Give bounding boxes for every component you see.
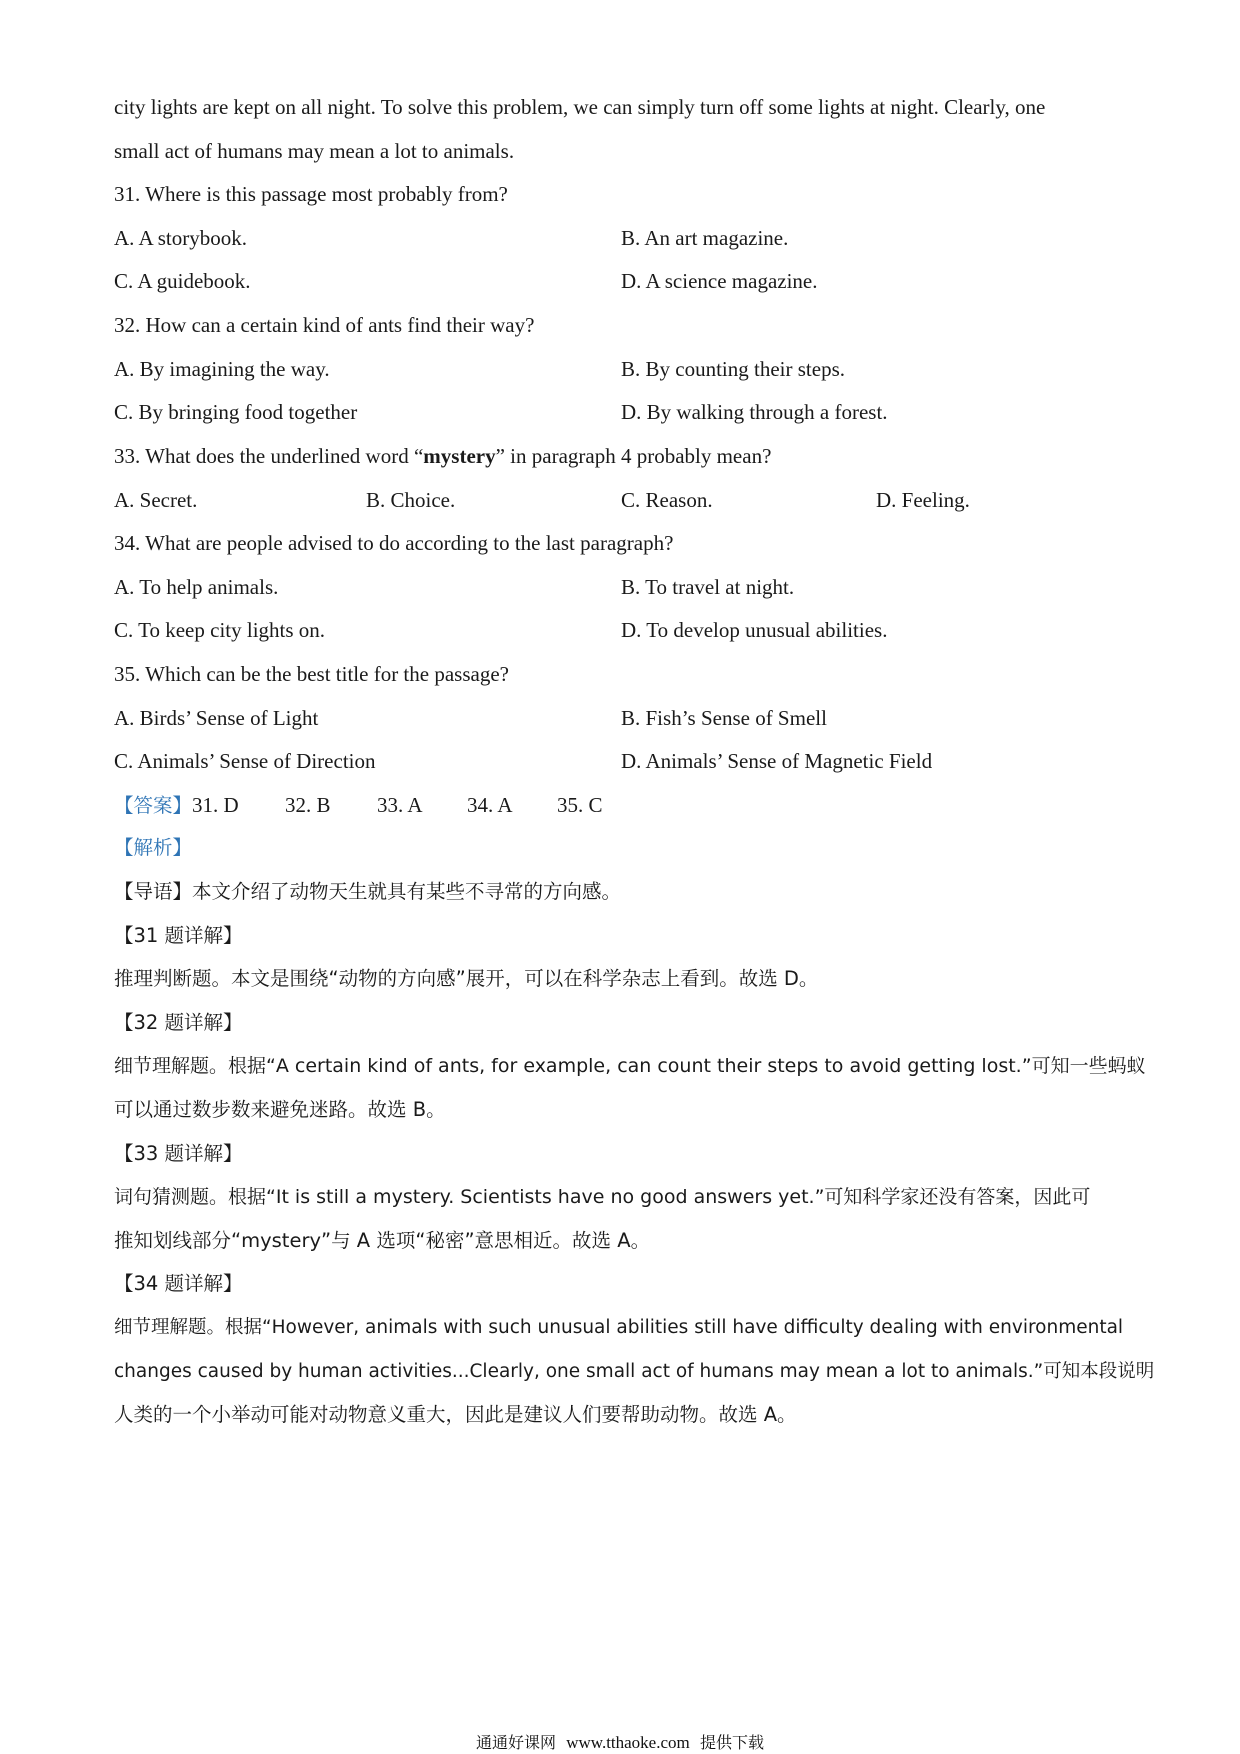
detail-line: 细节理解题。根据“A certain kind of ants, for example, can count their steps to avoid getting lost.”可知一些蚂蚁 [114, 1055, 1146, 1077]
option: B. To travel at night. [621, 575, 795, 599]
answer-item: 32. B [285, 793, 331, 817]
stem-text: ” in paragraph 4 probably mean? [495, 444, 772, 468]
underlined-word: mystery [423, 444, 496, 468]
stem-text: 33. What does the underlined word “ [114, 444, 424, 468]
detail-line: 推知划线部分“mystery”与 A 选项“秘密”意思相近。故选 A。 [114, 1229, 651, 1252]
footer-site-name: 通通好课网 [476, 1733, 557, 1752]
detail-line: 人类的一个小举动可能对动物意义重大，因此是建议人们要帮助动物。故选 A。 [114, 1403, 797, 1426]
option: B. Fish’s Sense of Smell [621, 706, 827, 730]
question-stem: 35. Which can be the best title for the passage? [114, 662, 509, 686]
detail-heading: 【31 题详解】 [114, 924, 243, 947]
answer-label: 【答案】 [114, 794, 193, 817]
question-stem: 31. Where is this passage most probably from? [114, 182, 508, 206]
option: D. Animals’ Sense of Magnetic Field [621, 749, 933, 773]
option: B. By counting their steps. [621, 357, 845, 381]
option: C. Animals’ Sense of Direction [114, 749, 376, 773]
answer-key [114, 791, 1124, 820]
option: D. By walking through a forest. [621, 400, 888, 424]
option: D. A science magazine. [621, 269, 818, 293]
passage-line: small act of humans may mean a lot to animals. [114, 139, 515, 163]
question-stem: 34. What are people advised to do according to the last paragraph? [114, 531, 674, 555]
option: D. To develop unusual abilities. [621, 618, 888, 642]
option: A. By imagining the way. [114, 357, 330, 381]
passage-line: city lights are kept on all night. To solve this problem, we can simply turn off some lights at night. Clearly, one [114, 95, 1046, 119]
detail-heading: 【33 题详解】 [114, 1142, 243, 1165]
option: A. A storybook. [114, 226, 248, 250]
option: C. Reason. [621, 488, 713, 512]
option: D. Feeling. [876, 488, 970, 512]
analysis-label: 【解析】 [114, 836, 193, 859]
detail-heading: 【34 题详解】 [114, 1272, 243, 1295]
option: C. By bringing food together [114, 400, 358, 424]
intro-line [114, 878, 1124, 906]
option: A. To help animals. [114, 575, 279, 599]
question-stem [114, 442, 1124, 470]
detail-line: 词句猜测题。根据“It is still a mystery. Scientists have no good answers yet.”可知科学家还没有答案，因此可 [114, 1186, 1091, 1208]
footer-url[interactable]: www.tthaoke.com [566, 1733, 690, 1752]
detail-heading: 【32 题详解】 [114, 1011, 243, 1034]
detail-line: 推理判断题。本文是围绕“动物的方向感”展开，可以在科学杂志上看到。故选 D。 [114, 967, 819, 990]
option: B. An art magazine. [621, 226, 789, 250]
detail-line: 细节理解题。根据“However, animals with such unusual abilities still have difficulty dealing with environmental [114, 1317, 1124, 1338]
answer-item: 33. A [377, 793, 423, 817]
question-stem: 32. How can a certain kind of ants find their way? [114, 313, 535, 337]
option: B. Choice. [366, 488, 456, 512]
detail-line: 可以通过数步数来避免迷路。故选 B。 [114, 1098, 446, 1121]
answer-item: 35. C [557, 793, 603, 817]
intro-text: 本文介绍了动物天生就具有某些不寻常的方向感。 [192, 880, 622, 903]
option: A. Birds’ Sense of Light [114, 706, 319, 730]
detail-line: changes caused by human activities...Clearly, one small act of humans may mean a lot to animals.”可知本段说明 [114, 1361, 1155, 1382]
option: A. Secret. [114, 488, 198, 512]
page-footer [0, 1730, 1240, 1753]
option: C. To keep city lights on. [114, 618, 326, 642]
answer-item: 31. D [192, 793, 239, 817]
footer-download-text: 提供下载 [699, 1733, 764, 1752]
option: C. A guidebook. [114, 269, 251, 293]
answer-item: 34. A [467, 793, 513, 817]
intro-label: 【导语】 [114, 880, 193, 903]
